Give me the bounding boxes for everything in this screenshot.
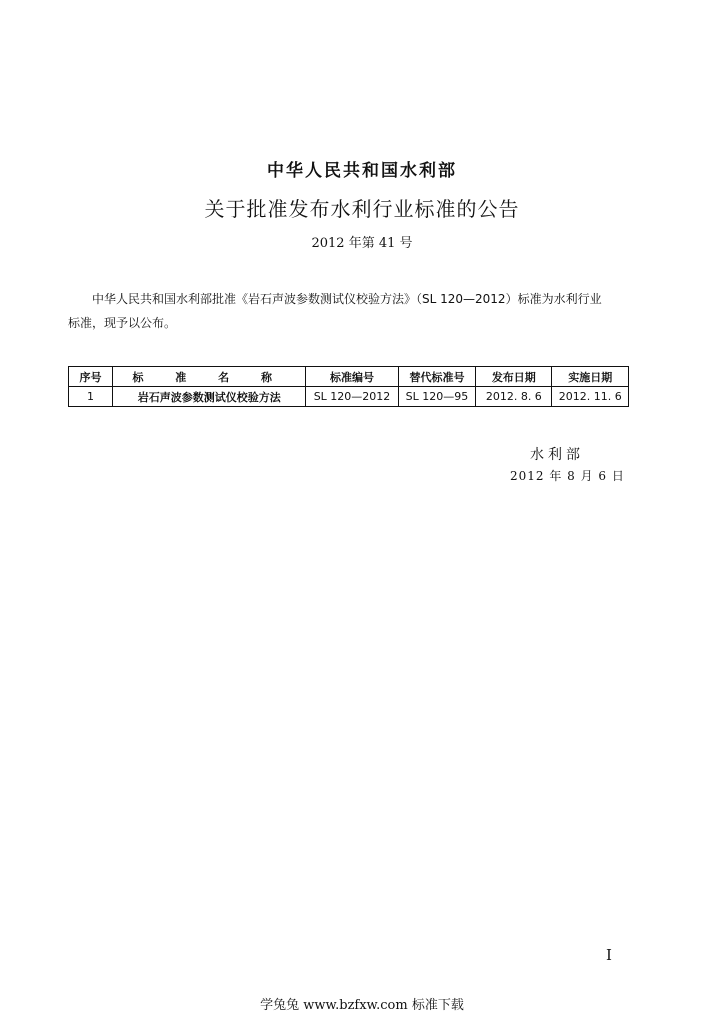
page-number: I [606, 946, 612, 964]
col-header-name: 标 准 名 称 [113, 367, 306, 387]
announcement-body [68, 287, 638, 335]
col-header-effective-date: 实施日期 [552, 367, 629, 387]
cell-name: 岩石声波参数测试仪校验方法 [113, 387, 306, 407]
col-header-publish-date: 发布日期 [476, 367, 552, 387]
body-line-2: 标准，现予以公布。 [68, 316, 177, 330]
col-header-index: 序号 [69, 367, 113, 387]
col-header-replaces: 替代标准号 [398, 367, 475, 387]
announcement-title: 关于批准发布水利行业标准的公告 [204, 197, 520, 221]
table-header-row [69, 367, 629, 387]
table-row [69, 387, 629, 407]
footer-watermark: 学兔兔 www.bzfxw.com 标准下载 [260, 998, 464, 1013]
col-header-code: 标准编号 [306, 367, 398, 387]
signer: 水利部 [530, 447, 584, 463]
cell-effective-date: 2012. 11. 6 [552, 387, 629, 407]
body-line-1: 中华人民共和国水利部批准《岩石声波参数测试仪校验方法》（SL 120—2012）标准为水利行业 [92, 292, 602, 306]
cell-publish-date: 2012. 8. 6 [476, 387, 552, 407]
sign-date: 2012 年 8 月 6 日 [510, 469, 625, 483]
announcement-number: 2012 年第 41 号 [311, 236, 413, 251]
cell-index: 1 [69, 387, 113, 407]
issuer-heading: 中华人民共和国水利部 [267, 161, 457, 181]
cell-replaces: SL 120—95 [398, 387, 475, 407]
standards-table [68, 366, 629, 407]
cell-code: SL 120—2012 [306, 387, 398, 407]
